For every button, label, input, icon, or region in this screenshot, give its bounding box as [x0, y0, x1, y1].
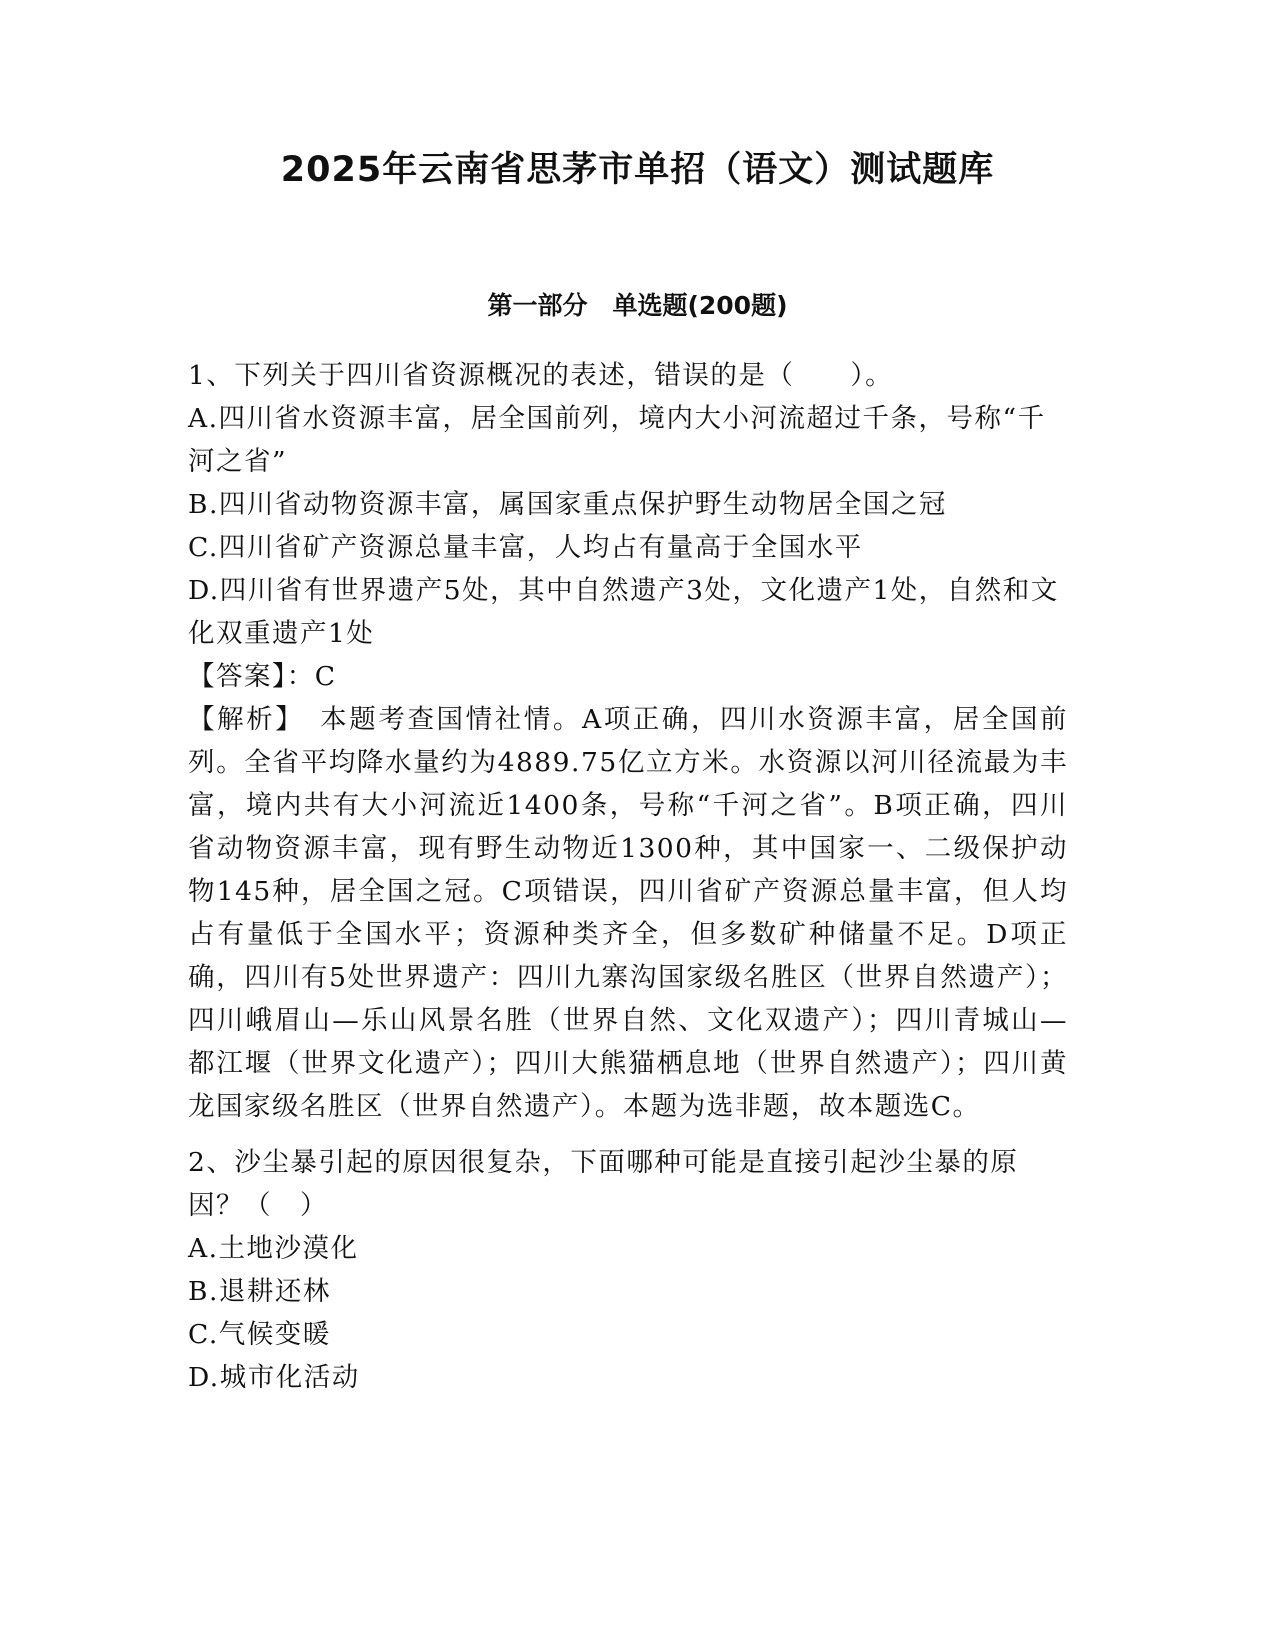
question-stem: 1、下列关于四川省资源概况的表述，错误的是（ ）。: [188, 360, 894, 391]
document-title: 2025年云南省思茅市单招（语文）测试题库: [280, 150, 995, 190]
analysis-paragraph: 【解析】 本题考查国情社情。A项正确，四川水资源丰富，居全国前列。全省平均降水量约为4889.75亿立方米。水资源以河川径流最为丰富，境内共有大小河流近1400条，号称“千河之省”。B项正确，四川省动物资源丰富，现有野生动物近1300种，其中国家一、二级保护动物145种，居全国之冠。C项错误，四川省矿产资源总量丰富，但人均占有量低于全国水平；资源种类齐全，但多数矿种储量不足。D项正确，四川有5处世界遗产：四川九寨沟国家级名胜区（世界自然遗产）；四川峨眉山—乐山风景名胜（世界自然、文化双遗产）；四川青城山—都江堰（世界文化遗产）；四川大熊猫栖息地（世界自然遗产）；四川黄龙国家级名胜区（世界自然遗产）。本题为选非题，故本题选C。: [188, 704, 1068, 1122]
option-c: C.气候变暖: [188, 1319, 331, 1350]
option-b: B.退耕还林: [188, 1276, 331, 1307]
section-heading: 第一部分 单选题(200题): [487, 291, 788, 320]
option-a: A.土地沙漠化: [188, 1233, 359, 1264]
question-2: [188, 1141, 1068, 1399]
question-list: [188, 354, 1068, 1412]
answer-line: 【答案】：C: [188, 661, 337, 692]
option-d: D.城市化活动: [188, 1362, 360, 1393]
option-c: C.四川省矿产资源总量丰富，人均占有量高于全国水平: [188, 532, 863, 563]
option-d: D.四川省有世界遗产5处，其中自然遗产3处，文化遗产1处，自然和文化双重遗产1处: [188, 575, 1059, 649]
option-a: A.四川省水资源丰富，居全国前列，境内大小河流超过千条，号称“千河之省”: [188, 403, 1046, 477]
question-1: [188, 354, 1068, 1128]
question-stem: 2、沙尘暴引起的原因很复杂，下面哪种可能是直接引起沙尘暴的原因？（ ）: [188, 1147, 1019, 1221]
option-b: B.四川省动物资源丰富，属国家重点保护野生动物居全国之冠: [188, 489, 947, 520]
